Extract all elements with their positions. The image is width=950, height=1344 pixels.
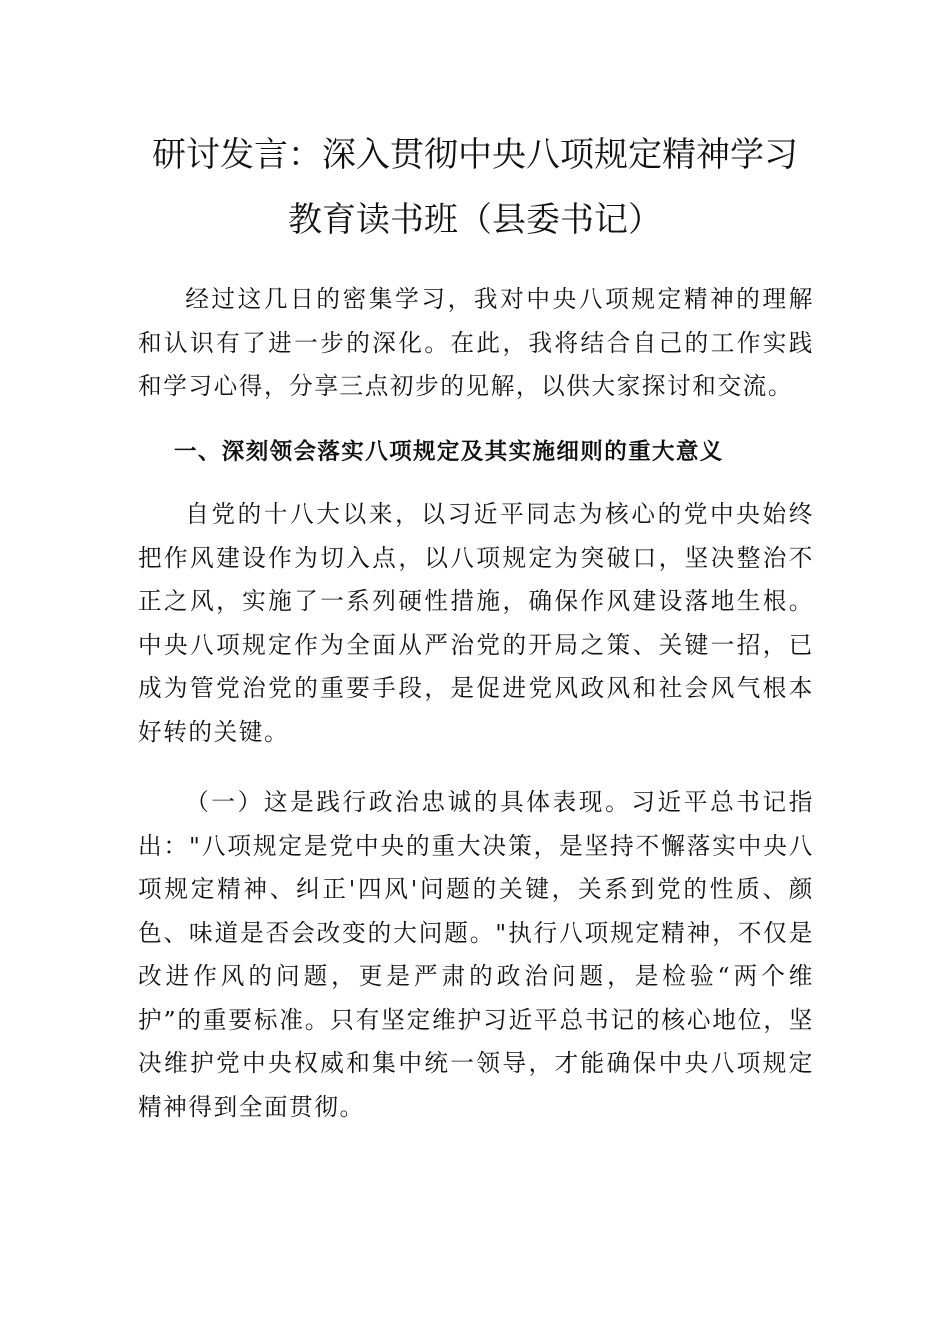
section-1-paragraph-2: （一）这是践行政治忠诚的具体表现。习近平总书记指出："八项规定是党中央的重大决策，是坚持不懈落实中央八项规定精神、纠正'四风'问题的关键，关系到党的性质、颜色、味道是否会改变的大问题。"执行八项规定精神，不仅是改进作风的问题，更是严肃的政治问题，是检验“两个维护”的重要标准。只有坚定维护习近平总书记的核心地位，坚决维护党中央权威和集中统一领导，才能确保中央八项规定精神得到全面贯彻。 <box>138 788 814 1121</box>
section-1-paragraph-1: 自党的十八大以来，以习近平同志为核心的党中央始终把作风建设作为切入点，以八项规定为突破口，坚决整治不正之风，实施了一系列硬性措施，确保作风建设落地生根。中央八项规定作为全面从严治党的开局之策、关键一招，已成为管党治党的重要手段，是促进党风政风和社会风气根本好转的关键。 <box>138 500 814 746</box>
document-title <box>130 125 820 250</box>
title-line-1: 研讨发言：深入贯彻中央八项规定精神学习 <box>152 135 798 175</box>
intro-paragraph: 经过这几日的密集学习，我对中央八项规定精神的理解和认识有了进一步的深化。在此，我将结合自己的工作实践和学习心得，分享三点初步的见解，以供大家探讨和交流。 <box>138 285 814 400</box>
title-line-2: 教育读书班（县委书记） <box>288 200 662 240</box>
section-heading-1: 一、深刻领会落实八项规定及其实施细则的重大意义 <box>174 439 724 465</box>
